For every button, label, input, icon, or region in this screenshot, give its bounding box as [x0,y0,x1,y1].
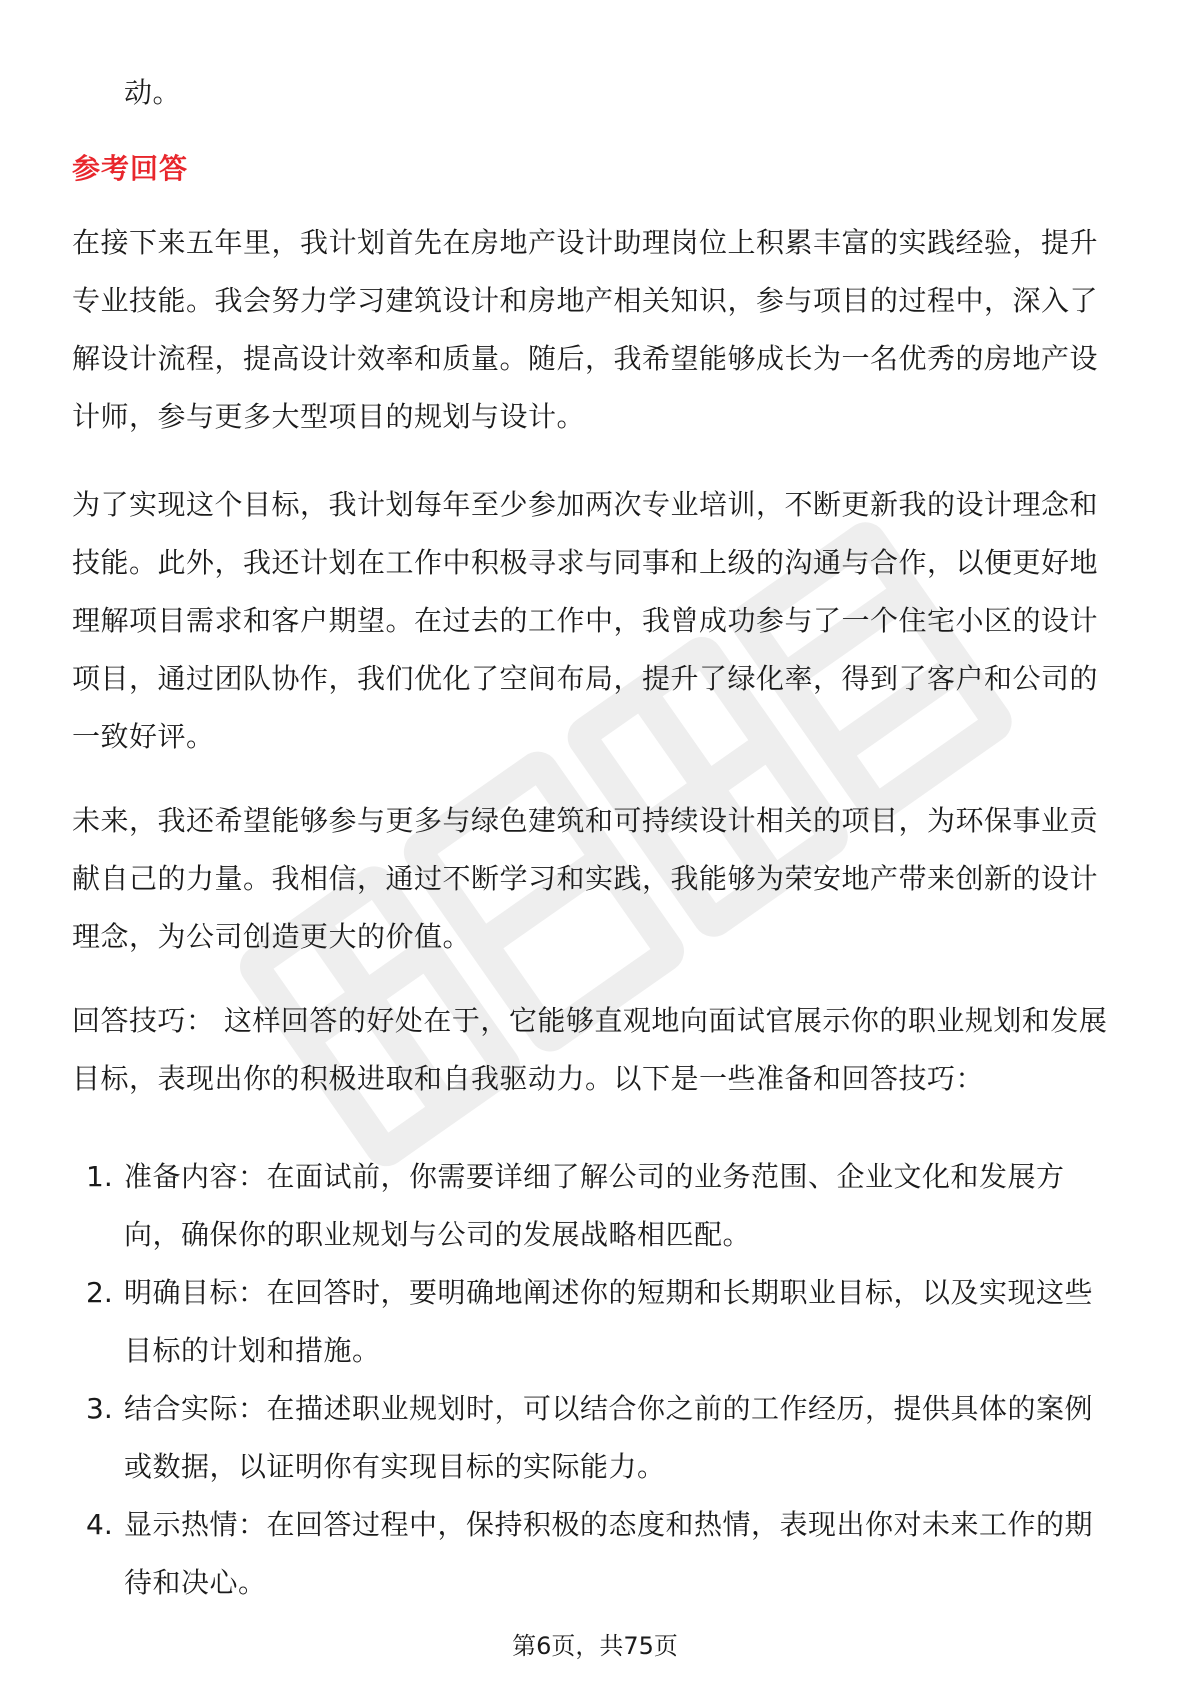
list-item-line: 目标的计划和措施。 [124,1334,381,1367]
paragraph-line: 为了实现这个目标，我计划每年至少参加两次专业培训，不断更新我的设计理念和 [72,488,1099,521]
paragraph-line: 专业技能。我会努力学习建筑设计和房地产相关知识，参与项目的过程中，深入了 [72,284,1099,317]
paragraph-line: 理念，为公司创造更大的价值。 [72,920,472,953]
paragraph-line: 解设计流程，提高设计效率和质量。随后，我希望能够成长为一名优秀的房地产设 [72,342,1099,375]
paragraph-line: 献自己的力量。我相信，通过不断学习和实践，我能够为荣安地产带来创新的设计 [72,862,1099,895]
paragraph-line: 目标，表现出你的积极进取和自我驱动力。以下是一些准备和回答技巧： [72,1062,985,1095]
list-item-line: 待和决心。 [124,1566,267,1599]
list-item-line: 准备内容：在面试前，你需要详细了解公司的业务范围、企业文化和发展方 [124,1160,1065,1193]
list-item [72,1380,1132,1496]
paragraph-tips-intro [72,992,1132,1108]
list-item-line: 结合实际：在描述职业规划时，可以结合你之前的工作经历，提供具体的案例 [124,1392,1094,1425]
list-item [72,1496,1132,1612]
section-heading: 参考回答 [72,152,189,185]
paragraph [72,476,1132,766]
page-number-footer: 第6页，共75页 [512,1632,678,1660]
paragraph [72,214,1132,446]
list-item-number: 2. [86,1276,113,1309]
paragraph-line: 计师，参与更多大型项目的规划与设计。 [72,400,586,433]
continuation-text: 动。 [124,76,182,109]
paragraph-line: 回答技巧： 这样回答的好处在于，它能够直观地向面试官展示你的职业规划和发展 [72,1004,1108,1037]
list-item-line: 明确目标：在回答时，要明确地阐述你的短期和长期职业目标，以及实现这些 [124,1276,1094,1309]
paragraph-line: 项目，通过团队协作，我们优化了空间布局，提升了绿化率，得到了客户和公司的 [72,662,1099,695]
list-item [72,1264,1132,1380]
paragraph [72,792,1132,966]
tips-list [72,1148,1132,1612]
list-item-number: 1. [86,1160,113,1193]
list-item-number: 4. [86,1508,113,1541]
paragraph-line: 理解项目需求和客户期望。在过去的工作中，我曾成功参与了一个住宅小区的设计 [72,604,1099,637]
paragraph-line: 技能。此外，我还计划在工作中积极寻求与同事和上级的沟通与合作，以便更好地 [72,546,1099,579]
paragraph-line: 在接下来五年里，我计划首先在房地产设计助理岗位上积累丰富的实践经验，提升 [72,226,1099,259]
list-item [72,1148,1132,1264]
paragraph-line: 一致好评。 [72,720,215,753]
list-item-line: 向，确保你的职业规划与公司的发展战略相匹配。 [124,1218,752,1251]
list-item-line: 或数据，以证明你有实现目标的实际能力。 [124,1450,666,1483]
list-item-number: 3. [86,1392,113,1425]
paragraph-line: 未来，我还希望能够参与更多与绿色建筑和可持续设计相关的项目，为环保事业贡 [72,804,1099,837]
list-item-line: 显示热情：在回答过程中，保持积极的态度和热情，表现出你对未来工作的期 [124,1508,1094,1541]
